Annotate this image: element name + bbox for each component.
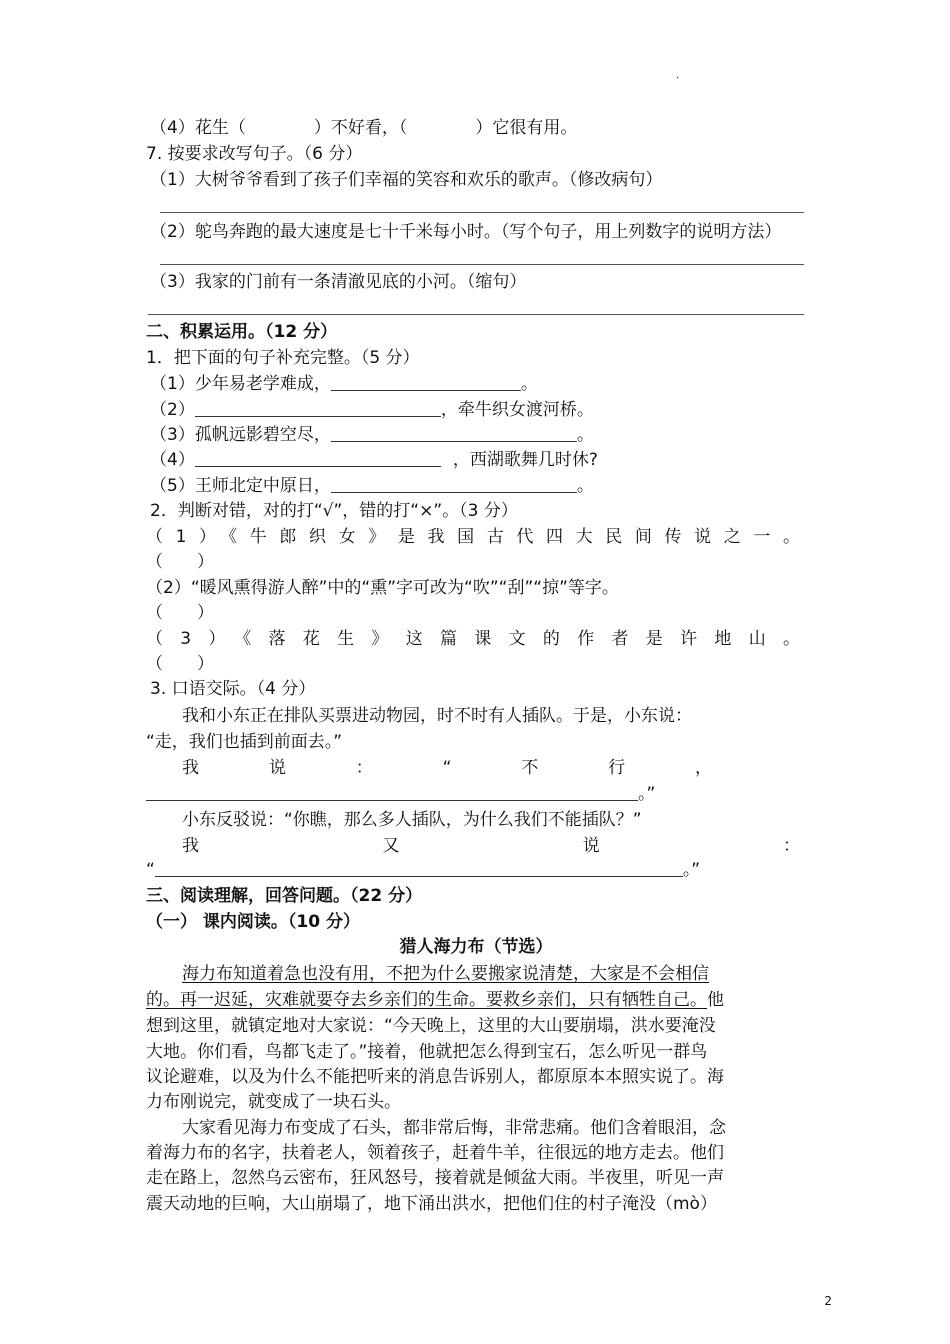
q6-item4: （4）花生（ ）不好看，（ ）它很有用。 <box>150 118 578 138</box>
answer-line[interactable] <box>160 264 804 265</box>
s2-q1-line3: （3）孤帆远影碧空尽， 。 <box>150 425 594 445</box>
q7-item3: （3）我家的门前有一条清澈见底的小河。（缩句） <box>150 272 527 292</box>
s2-q3-p4a: 我又说： <box>182 836 800 856</box>
s2-q2-item2: （2）“暖风熏得游人醉”中的“熏”字可改为“吹”“刮”“掠”等字。 <box>146 578 619 598</box>
answer-line[interactable] <box>160 212 804 213</box>
fill-blank[interactable] <box>331 423 577 442</box>
section2-title: 二、积累运用。（12 分） <box>146 322 338 342</box>
s2-q1-title: 1．把下面的句子补充完整。（5 分） <box>146 348 420 368</box>
header-mark: . <box>676 70 680 81</box>
q7-item1: （1）大树爷爷看到了孩子们幸福的笑容和欢乐的歌声。（修改病句） <box>150 170 663 190</box>
s2-q3-p1a: 我和小东正在排队买票进动物园，时不时有人插队。于是，小东说： <box>182 706 692 726</box>
s2-q2-paren3[interactable]: （ ） <box>146 654 214 674</box>
answer-line[interactable] <box>148 314 804 315</box>
article-title: 猎人海力布（节选） <box>399 937 553 957</box>
article-p1-line5: 议论避难，以及为什么不能把听来的消息告诉别人，都原原本本照实说了。海 <box>146 1067 724 1087</box>
s2-q2-item1: （1）《牛郎织女》是我国古代四大民间传说之一。 <box>146 527 800 547</box>
s2-q3-p2a: 我说：“不行， <box>182 758 712 778</box>
article-p1-line6: 力布刚说完，就变成了一块石头。 <box>146 1092 401 1112</box>
s2-q2-item3: （3）《落花生》这篇课文的作者是许地山。 <box>146 629 800 649</box>
s2-q1-line2: （2） ，牵牛织女渡河桥。 <box>150 400 594 420</box>
article-p1-line3: 想到这里，就镇定地对大家说：“今天晚上，这里的大山要崩塌，洪水要淹没 <box>146 1016 716 1036</box>
article-p2-line3: 走在路上，忽然乌云密布，狂风怒号，接着就是倾盆大雨。半夜里，听见一声 <box>146 1168 724 1188</box>
q7-title: 7. 按要求改写句子。（6 分） <box>146 144 363 164</box>
article-p1-line1: 海力布知道着急也没有用，不把为什么要搬家说清楚，大家是不会相信 <box>182 964 709 984</box>
article-p2-line1: 大家看见海力布变成了石头，都非常后悔，非常悲痛。他们含着眼泪，念 <box>182 1118 726 1138</box>
section3-sub1: （一） 课内阅读。（10 分） <box>146 912 360 932</box>
fill-blank[interactable] <box>331 372 521 391</box>
fill-blank[interactable] <box>155 858 683 877</box>
s2-q3-title: 3. 口语交际。（4 分） <box>150 679 316 699</box>
fill-blank[interactable] <box>195 448 441 467</box>
s2-q2-title: 2．判断对错，对的打“√”，错的打“×”。（3 分） <box>150 501 518 521</box>
article-p2-line4: 震天动地的巨响，大山崩塌了，地下涌出洪水，把他们住的村子淹没（mò） <box>146 1194 717 1214</box>
s2-q2-paren2[interactable]: （ ） <box>146 603 214 623</box>
s2-q2-paren1[interactable]: （ ） <box>146 552 214 572</box>
q7-item2: （2）鸵鸟奔跑的最大速度是七十千米每小时。（写个句子，用上列数字的说明方法） <box>150 222 782 242</box>
fill-blank[interactable] <box>331 474 577 493</box>
s2-q1-line5: （5）王师北定中原日， 。 <box>150 476 594 496</box>
article-p1-line2: 的。再一迟延，灾难就要夺去乡亲们的生命。要救乡亲们，只有牺牲自己。他 <box>146 990 724 1010</box>
s2-q3-p1b: “走，我们也插到前面去。” <box>146 732 343 752</box>
s2-q3-p3: 小东反驳说：“你瞧，那么多人插队，为什么我们不能插队？” <box>182 810 642 830</box>
s2-q1-line1: （1）少年易老学难成， 。 <box>150 374 538 394</box>
s2-q3-p2-blankline: 。” <box>146 782 655 806</box>
fill-blank[interactable] <box>195 398 441 417</box>
page-number: 2 <box>824 1294 832 1308</box>
article-p1-line4: 大地。你们看，鸟都飞走了。”接着，他就把怎么得到宝石，怎么听见一群鸟 <box>146 1042 708 1062</box>
section3-title: 三、阅读理解，回答问题。（22 分） <box>146 886 423 906</box>
fill-blank[interactable] <box>146 782 638 801</box>
s2-q3-p4-blankline: “ 。” <box>146 860 701 880</box>
article-p2-line2: 着海力布的名字，扶着老人，领着孩子，赶着牛羊，往很远的地方走去。他们 <box>146 1143 724 1163</box>
s2-q1-line4: （4） ，西湖歌舞几时休? <box>150 450 598 470</box>
